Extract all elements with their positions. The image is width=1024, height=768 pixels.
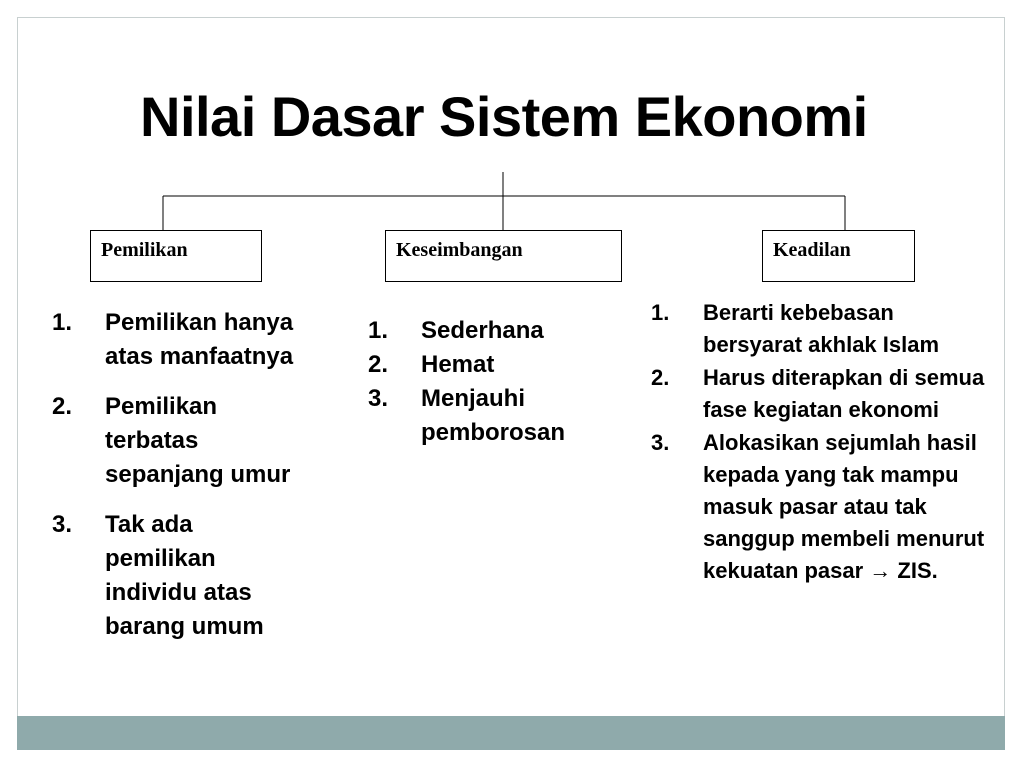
node-keseimbangan: Keseimbangan bbox=[385, 230, 622, 282]
node-keadilan: Keadilan bbox=[762, 230, 915, 282]
list-item bbox=[651, 297, 986, 361]
list-item-text: Menjauhi pemborosan bbox=[421, 385, 566, 446]
list-item-text: Berarti kebebasan bersyarat akhlak Islam bbox=[703, 300, 940, 357]
list-item-text: Sederhana bbox=[421, 317, 544, 344]
list-pemilikan bbox=[52, 306, 302, 660]
list-item-text: Alokasikan sejumlah hasil kepada yang tak mampu masuk pasar atau tak sanggup membeli menurut kekuatan pasar → ZIS. bbox=[703, 430, 985, 583]
list-item-number: 1. bbox=[651, 300, 670, 325]
list-item bbox=[368, 382, 608, 450]
list-item-text: Tak ada pemilikan individu atas barang umum bbox=[105, 511, 264, 640]
list-item bbox=[368, 314, 608, 348]
list-item-text: Harus diterapkan di semua fase kegiatan ekonomi bbox=[703, 365, 985, 422]
list-item bbox=[651, 427, 986, 587]
list-item-text: Pemilikan hanya atas manfaatnya bbox=[105, 309, 294, 370]
list-item-number: 2. bbox=[368, 351, 389, 378]
list-item-number: 3. bbox=[368, 385, 389, 412]
list-item-number: 1. bbox=[368, 317, 389, 344]
list-item bbox=[52, 390, 302, 492]
list-item-number: 2. bbox=[52, 393, 73, 420]
list-item bbox=[52, 306, 302, 374]
list-keadilan bbox=[651, 297, 986, 588]
slide-title: Nilai Dasar Sistem Ekonomi bbox=[140, 85, 868, 148]
list-item-number: 3. bbox=[651, 430, 670, 455]
list-item-text: Pemilikan terbatas sepanjang umur bbox=[105, 393, 291, 488]
list-item-text: Hemat bbox=[421, 351, 495, 378]
list-item-number: 1. bbox=[52, 309, 73, 336]
node-pemilikan: Pemilikan bbox=[90, 230, 262, 282]
list-item bbox=[52, 508, 302, 644]
list-item bbox=[368, 348, 608, 382]
list-item-number: 2. bbox=[651, 365, 670, 390]
list-keseimbangan bbox=[368, 314, 608, 450]
list-item bbox=[651, 362, 986, 426]
list-item-number: 3. bbox=[52, 511, 73, 538]
